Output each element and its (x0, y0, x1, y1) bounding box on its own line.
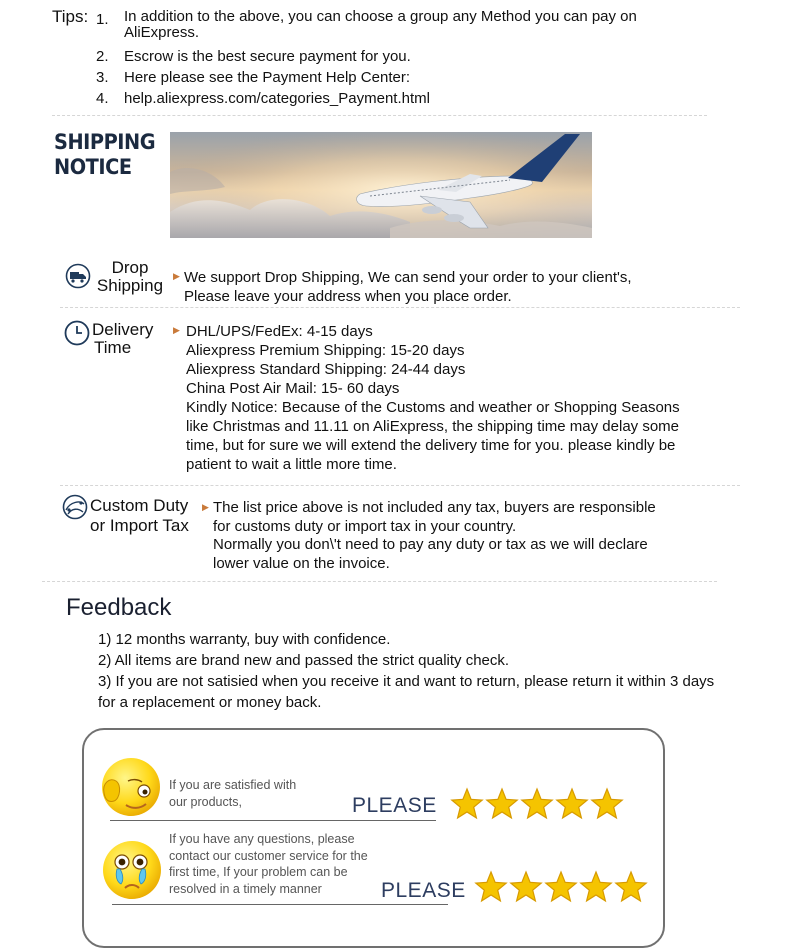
text-line: Aliexpress Premium Shipping: 15-20 days (186, 342, 465, 359)
custom-duty-title (90, 497, 202, 535)
text-line: DHL/UPS/FedEx: 4-15 days (186, 323, 373, 340)
bullet-arrow-icon: ▶ (173, 325, 180, 335)
divider (52, 115, 707, 116)
rating-row1-text (169, 777, 349, 810)
please-label: PLEASE (352, 794, 437, 817)
tip-item (96, 9, 684, 41)
text-line: for customs duty or import tax in your country. (213, 517, 517, 535)
custom-title-line2: or Import Tax (90, 516, 189, 535)
divider (60, 307, 740, 308)
five-star-rating (473, 870, 653, 906)
tip-number: 3. (96, 69, 109, 86)
drop-title-line1: Drop (111, 258, 149, 277)
truck-icon (65, 263, 91, 289)
feedback-list (98, 629, 768, 713)
tip-text: In addition to the above, you can choose a group any Method you can pay on AliExpress. (124, 8, 637, 41)
delivery-time-text (186, 322, 746, 474)
clock-icon (64, 320, 90, 346)
star-icon (581, 872, 611, 901)
tip-item (96, 46, 684, 67)
drop-shipping-text (184, 268, 744, 306)
text-line: If you are satisfied with (169, 778, 297, 792)
text-line: contact our customer service for the (169, 848, 368, 863)
feedback-item: 3) If you are not satisied when you receive it and want to return, please return it within 3 days (98, 673, 715, 690)
bullet-arrow-icon: ▶ (173, 271, 180, 281)
crying-emoji-icon (99, 838, 165, 902)
satisfied-emoji-icon (98, 755, 164, 819)
please-label: PLEASE (381, 879, 466, 902)
text-line: first time, If your problem can be (169, 865, 348, 879)
airplane-banner-image (170, 132, 592, 238)
star-icon (511, 872, 541, 901)
feedback-item: 2) All items are brand new and passed the strict quality check. (98, 652, 510, 669)
delivery-time-title (92, 321, 162, 357)
tip-link-text: help.aliexpress.com/categories_Payment.html (124, 90, 430, 107)
star-icon (476, 872, 506, 901)
text-line: lower value on the invoice. (213, 554, 390, 572)
custom-title-line1: Custom Duty (90, 496, 189, 515)
customs-globe-icon (62, 494, 88, 520)
tip-text: Here please see the Payment Help Center: (124, 69, 410, 86)
airplane-illustration (170, 132, 592, 238)
shipping-title-line1: SHIPPING (54, 130, 156, 154)
tip-number: 4. (96, 90, 109, 107)
underline (110, 820, 436, 821)
custom-duty-text (213, 499, 753, 573)
tip-item (96, 67, 684, 88)
text-line: If you have any questions, please (169, 832, 355, 846)
text-line: Please leave your address when you place order. (184, 288, 512, 305)
drop-title-line2: Shipping (96, 276, 164, 295)
text-line: Aliexpress Standard Shipping: 24-44 days (186, 361, 466, 378)
feedback-item: for a replacement or money back. (98, 694, 322, 711)
text-line: China Post Air Mail: 15- 60 days (186, 380, 400, 397)
delivery-title-line2: Time (94, 338, 132, 357)
star-icon (557, 789, 587, 818)
star-icon (616, 872, 646, 901)
star-icon (522, 789, 552, 818)
text-line: resolved in a timely manner (169, 881, 322, 896)
rating-row2-text (169, 831, 379, 897)
tip-number: 1. (96, 11, 109, 28)
star-icon (546, 872, 576, 901)
tips-list (96, 9, 684, 109)
tip-item (96, 88, 684, 109)
divider (42, 581, 717, 582)
star-icon (452, 789, 482, 818)
shipping-notice-title (54, 130, 155, 180)
text-line: our products, (169, 794, 242, 809)
shipping-title-line2: NOTICE (54, 155, 132, 179)
feedback-item: 1) 12 months warranty, buy with confidence. (98, 631, 391, 648)
five-star-rating (449, 787, 629, 823)
text-line: The list price above is not included any tax, buyers are responsible (213, 499, 656, 516)
underline (112, 904, 448, 905)
delivery-title-line1: Delivery (92, 320, 154, 339)
text-line: patient to wait a little more time. (186, 456, 397, 473)
text-line: Normally you don\'t need to pay any duty or tax as we will declare (213, 536, 648, 553)
star-icon (487, 789, 517, 818)
text-line: like Christmas and 11.11 on AliExpress, the shipping time may delay some (186, 418, 680, 435)
text-line: We support Drop Shipping, We can send your order to your client's, (184, 269, 632, 286)
feedback-title: Feedback (66, 594, 172, 621)
tip-text: Escrow is the best secure payment for you. (124, 48, 411, 65)
divider (60, 485, 740, 486)
text-line: Kindly Notice: Because of the Customs and weather or Shopping Seasons (186, 399, 680, 416)
tips-label: Tips: (52, 7, 89, 26)
drop-shipping-title (93, 259, 167, 295)
tip-number: 2. (96, 48, 109, 65)
star-icon (592, 789, 622, 818)
bullet-arrow-icon: ▶ (202, 502, 209, 512)
text-line: time, but for sure we will extend the delivery time for you. please kindly be (186, 437, 676, 454)
